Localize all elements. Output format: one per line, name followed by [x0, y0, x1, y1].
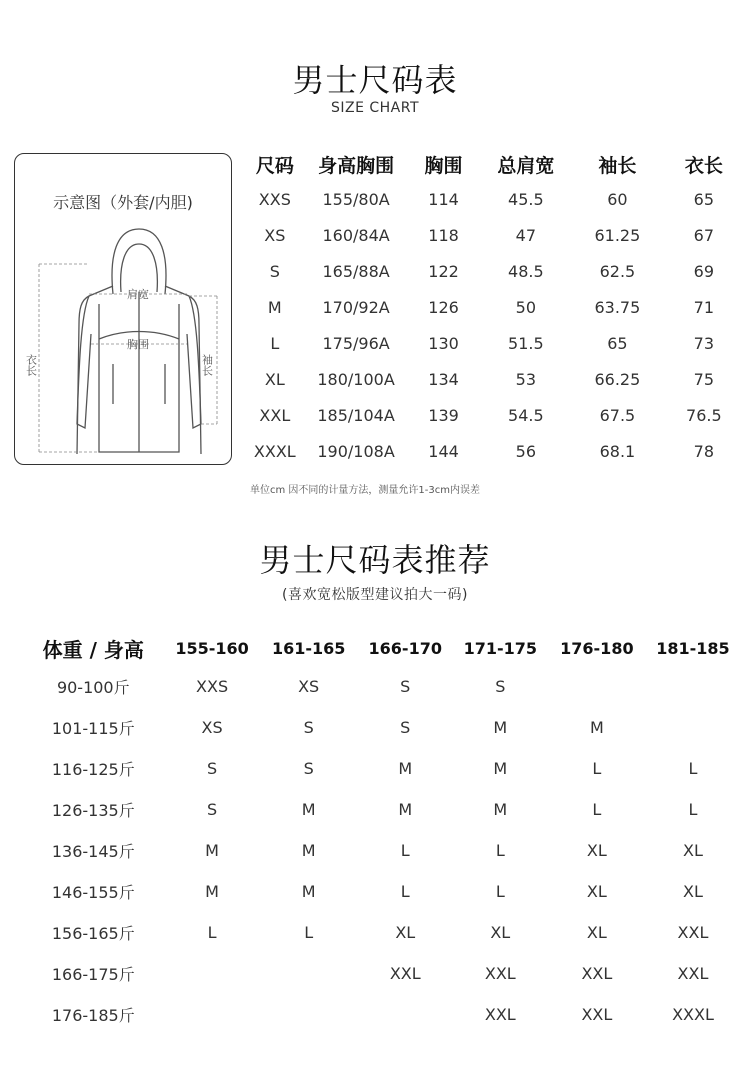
table-cell: XL: [586, 841, 607, 860]
table-cell: 54.5: [508, 405, 544, 425]
header-cell: 161-165: [271, 638, 346, 658]
table-cell: 114: [428, 189, 459, 209]
table-cell: 76.5: [686, 405, 722, 425]
table-cell: 116-125斤: [51, 760, 135, 779]
table-cell: XL: [586, 882, 607, 901]
header-cell: 袖长: [598, 154, 637, 177]
table-cell: 118: [428, 225, 459, 245]
table-row: [245, 181, 745, 217]
table-cell: 61.25: [594, 225, 641, 245]
table-row: [245, 217, 745, 253]
table-cell: 175/96A: [322, 333, 390, 353]
table-cell: 170/92A: [322, 297, 390, 317]
table-row: [245, 397, 745, 433]
table-row: [22, 994, 740, 1035]
size-table-header: [245, 147, 745, 181]
table-cell: L: [688, 800, 698, 819]
table-cell: 166-175斤: [51, 965, 135, 984]
table-cell: S: [400, 718, 411, 737]
table-cell: 66.25: [594, 369, 641, 389]
table-cell: XXL: [484, 964, 516, 983]
table-cell: S: [400, 677, 411, 696]
header-cell: 胸围: [424, 154, 463, 177]
table-cell: 126: [428, 297, 459, 317]
table-cell: 122: [428, 261, 459, 281]
table-cell: 65: [693, 189, 714, 209]
table-cell: M: [301, 882, 316, 901]
table-cell: XXS: [258, 189, 291, 209]
table-cell: XL: [683, 841, 703, 860]
table-row: [22, 830, 740, 871]
table-cell: 146-155斤: [51, 883, 135, 902]
table-cell: 190/108A: [317, 441, 395, 461]
table-cell: 156-165斤: [51, 924, 135, 943]
header-cell: 155-160: [175, 638, 249, 658]
table-cell: L: [592, 800, 602, 819]
table-cell: [260, 953, 358, 994]
table-cell: 176-185斤: [51, 1006, 135, 1025]
table-cell: 71: [693, 297, 714, 317]
table-row: [245, 253, 745, 289]
table-cell: 47: [515, 225, 537, 245]
table-cell: XXS: [196, 677, 229, 696]
recommend-subtitle: (喜欢宽松版型建议拍大一码): [282, 587, 468, 603]
header-cell: 171-175: [463, 638, 537, 658]
table-cell: XXL: [389, 964, 421, 983]
table-cell: M: [493, 800, 508, 819]
table-cell: M: [493, 759, 508, 778]
recommend-table-header: [22, 630, 740, 666]
table-cell: 139: [428, 405, 459, 425]
table-cell: L: [400, 841, 410, 860]
table-cell: XXL: [259, 405, 291, 425]
table-cell: XXL: [581, 1005, 613, 1024]
table-cell: 51.5: [508, 333, 544, 353]
table-cell: M: [267, 297, 282, 317]
table-cell: [548, 666, 646, 707]
header-cell: 体重 / 身高: [42, 637, 144, 662]
table-cell: 67.5: [599, 405, 636, 425]
table-cell: 160/84A: [322, 225, 390, 245]
table-cell: 78: [693, 441, 714, 461]
recommend-table: [22, 630, 740, 1035]
table-cell: M: [301, 800, 316, 819]
table-cell: 68.1: [599, 441, 636, 461]
table-cell: XL: [683, 882, 703, 901]
header-cell: 181-185: [656, 638, 730, 658]
table-cell: [165, 994, 260, 1035]
measurement-note: 单位cm 因不同的计量方法，测量允许1-3cm内误差: [250, 485, 480, 496]
table-cell: L: [495, 841, 505, 860]
table-cell: XL: [395, 923, 416, 942]
size-chart-subtitle: SIZE CHART: [330, 100, 420, 116]
table-cell: XL: [490, 923, 511, 942]
chest-mark: 胸围: [127, 338, 149, 351]
table-cell: XS: [201, 718, 223, 737]
size-table: [245, 147, 745, 469]
table-cell: XL: [264, 369, 285, 389]
table-cell: 56: [515, 441, 537, 461]
table-cell: L: [400, 882, 410, 901]
table-cell: XXL: [484, 1005, 516, 1024]
header-cell: 尺码: [255, 154, 294, 177]
table-row: [245, 433, 745, 469]
table-cell: 90-100斤: [56, 678, 130, 697]
table-cell: M: [493, 718, 508, 737]
table-cell: 45.5: [508, 189, 544, 209]
header-cell: 总肩宽: [497, 154, 555, 177]
table-cell: [646, 666, 740, 707]
table-cell: 62.5: [599, 261, 636, 281]
table-cell: S: [207, 800, 218, 819]
table-row: [22, 789, 740, 830]
table-cell: 136-145斤: [51, 842, 135, 861]
table-row: [22, 871, 740, 912]
table-cell: [260, 994, 358, 1035]
length-mark: 衣长: [24, 354, 38, 376]
table-cell: L: [495, 882, 505, 901]
header-cell: 衣长: [684, 154, 723, 177]
table-cell: 53: [515, 369, 537, 389]
table-cell: L: [592, 759, 602, 778]
table-cell: XXL: [677, 964, 709, 983]
shoulder-mark: 肩宽: [127, 288, 149, 301]
table-cell: 60: [607, 189, 628, 209]
table-cell: XXL: [677, 923, 709, 942]
table-cell: 65: [607, 333, 628, 353]
table-row: [22, 707, 740, 748]
table-cell: 69: [693, 261, 714, 281]
table-cell: S: [495, 677, 506, 696]
table-cell: 134: [428, 369, 459, 389]
table-cell: M: [398, 800, 413, 819]
table-cell: 185/104A: [317, 405, 395, 425]
header-cell: 166-170: [368, 638, 442, 658]
table-cell: [165, 953, 260, 994]
jacket-diagram-box: [14, 153, 232, 465]
table-cell: L: [270, 333, 280, 353]
table-row: [245, 361, 745, 397]
table-cell: S: [303, 718, 314, 737]
table-cell: M: [398, 759, 413, 778]
table-cell: [358, 994, 453, 1035]
sleeve-mark: 袖长: [200, 354, 214, 376]
header-cell: 身高胸围: [318, 154, 395, 177]
table-cell: 63.75: [594, 297, 641, 317]
table-cell: M: [589, 718, 604, 737]
table-cell: 126-135斤: [51, 801, 135, 820]
table-cell: [646, 707, 740, 748]
table-cell: M: [301, 841, 316, 860]
table-cell: 180/100A: [317, 369, 395, 389]
table-cell: XXXL: [672, 1005, 714, 1024]
table-cell: 73: [693, 333, 714, 353]
table-row: [22, 953, 740, 994]
table-cell: L: [688, 759, 698, 778]
table-cell: 67: [693, 225, 714, 245]
table-cell: XXL: [581, 964, 613, 983]
jacket-outline-icon: [24, 214, 219, 454]
diagram-label: 示意图（外套/内胆): [53, 193, 193, 212]
table-row: [22, 748, 740, 789]
size-chart-title: 男士尺码表: [292, 61, 458, 99]
table-row: [245, 325, 745, 361]
table-cell: 75: [693, 369, 714, 389]
table-cell: L: [207, 923, 217, 942]
table-cell: M: [205, 882, 219, 901]
table-cell: XL: [586, 923, 607, 942]
table-cell: 48.5: [508, 261, 544, 281]
table-cell: XXXL: [253, 441, 296, 461]
table-row: [22, 666, 740, 707]
table-cell: L: [304, 923, 314, 942]
table-cell: XS: [264, 225, 286, 245]
recommend-title: 男士尺码表推荐: [259, 541, 491, 579]
table-row: [22, 912, 740, 953]
table-cell: 50: [515, 297, 537, 317]
table-cell: S: [207, 759, 218, 778]
table-cell: XS: [298, 677, 320, 696]
header-cell: 176-180: [560, 638, 634, 658]
table-cell: S: [303, 759, 314, 778]
table-cell: M: [205, 841, 219, 860]
table-row: [245, 289, 745, 325]
table-cell: 165/88A: [322, 261, 390, 281]
table-cell: 155/80A: [322, 189, 390, 209]
table-cell: 144: [428, 441, 459, 461]
table-cell: 101-115斤: [51, 719, 135, 738]
table-cell: 130: [428, 333, 459, 353]
table-cell: S: [269, 261, 280, 281]
